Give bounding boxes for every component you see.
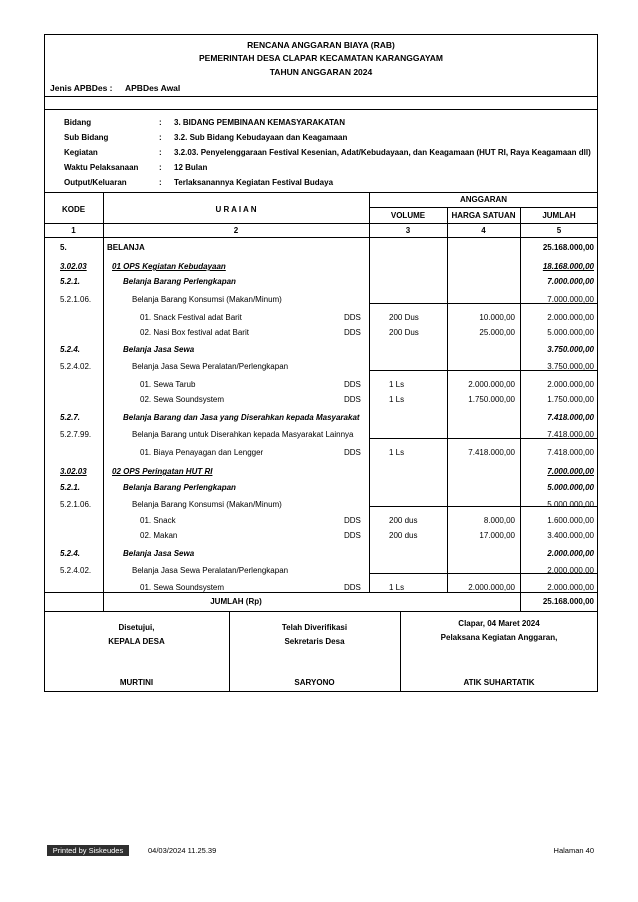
total-label: JUMLAH (Rp) (210, 597, 262, 606)
info-value: 12 Bulan (174, 163, 208, 172)
info-label: Kegiatan (64, 148, 98, 157)
row-uraian: 02 OPS Peringatan HUT RI (112, 467, 213, 476)
col-number: 1 (71, 226, 76, 235)
row-volume: 1 Ls (389, 395, 405, 404)
row-jumlah: 1.750.000,00 (547, 395, 594, 404)
row-uraian: Belanja Barang Konsumsi (Makan/Minum) (132, 500, 282, 509)
row-sumber-dana: DDS (344, 328, 361, 337)
col-number: 2 (233, 226, 239, 235)
jenis-apbdes-value: APBDes Awal (125, 83, 181, 93)
row-sumber-dana: DDS (344, 313, 361, 322)
sig-right-name: ATIK SUHARTATIK (463, 678, 535, 687)
row-harga-satuan: 1.750.000,00 (468, 395, 515, 404)
col-jumlah: JUMLAH (542, 211, 576, 220)
row-jumlah: 2.000.000,00 (547, 566, 594, 575)
info-label: Sub Bidang (64, 133, 109, 142)
table-top-border (44, 192, 598, 193)
sig-mid-line2: Sekretaris Desa (284, 637, 345, 646)
row-sumber-dana: DDS (344, 395, 361, 404)
row-sumber-dana: DDS (344, 516, 361, 525)
row-jumlah: 1.600.000,00 (547, 516, 594, 525)
row-volume: 200 dus (389, 531, 418, 540)
row-harga-satuan: 25.000,00 (479, 328, 515, 337)
row-kode: 5.2.1. (60, 277, 81, 286)
row-uraian: Belanja Jasa Sewa Peralatan/Perlengkapan (132, 566, 289, 575)
row-jumlah: 7.418.000,00 (547, 430, 594, 439)
info-value: Terlaksanannya Kegiatan Festival Budaya (174, 178, 334, 187)
row-kode: 5.2.7. (60, 413, 81, 422)
row-jumlah: 3.750.000,00 (547, 345, 594, 354)
row-kode: 5.2.1. (60, 483, 81, 492)
row-volume: 200 dus (389, 516, 418, 525)
row-uraian: Belanja Barang Perlengkapan (123, 483, 236, 492)
row-harga-satuan: 10.000,00 (479, 313, 515, 322)
row-jumlah: 18.168.000,00 (542, 262, 594, 271)
row-uraian: Belanja Barang dan Jasa yang Diserahkan kepada Masyarakat (123, 413, 360, 422)
total-value: 25.168.000,00 (542, 597, 594, 606)
row-uraian: Belanja Barang Konsumsi (Makan/Minum) (132, 295, 282, 304)
row-jumlah: 5.000.000,00 (547, 328, 594, 337)
row-jumlah: 2.000.000,00 (547, 549, 594, 558)
printed-by-badge: Printed by Siskeudes (47, 845, 129, 856)
row-harga-satuan: 2.000.000,00 (468, 583, 515, 592)
col-uraian: U R A I A N (215, 205, 257, 214)
col-kode: KODE (61, 205, 86, 214)
row-uraian: Belanja Jasa Sewa (123, 345, 195, 354)
row-volume: 200 Dus (389, 328, 419, 337)
col-anggaran: ANGGARAN (459, 195, 508, 204)
row-jumlah: 5.000.000,00 (547, 483, 594, 492)
row-kode: 3.02.03 (60, 467, 87, 476)
info-label: Bidang (64, 118, 92, 127)
total-bottom-border (44, 611, 598, 612)
row-uraian: Belanja Jasa Sewa (123, 549, 195, 558)
row-uraian: 01. Sewa Tarub (140, 380, 196, 389)
print-datetime: 04/03/2024 11.25.39 (148, 846, 217, 855)
info-value: 3.2. Sub Bidang Kebudayaan dan Keagamaan (174, 133, 348, 142)
row-jumlah: 2.000.000,00 (547, 313, 594, 322)
sig-left-name: MURTINI (119, 678, 154, 687)
divider (44, 109, 598, 110)
sig-mid-name: SARYONO (294, 678, 335, 687)
row-jumlah: 7.000.000,00 (547, 467, 594, 476)
row-jumlah: 7.000.000,00 (547, 277, 594, 286)
row-sumber-dana: DDS (344, 531, 361, 540)
row-jumlah: 7.000.000,00 (547, 295, 594, 304)
row-harga-satuan: 8.000,00 (483, 516, 515, 525)
number-row-border (44, 237, 598, 238)
doc-subtitle: PEMERINTAH DESA CLAPAR KECAMATAN KARANGGAYAM (199, 53, 443, 63)
row-uraian: 02. Makan (140, 531, 178, 540)
row-volume: 200 Dus (389, 313, 419, 322)
col-number: 5 (556, 226, 562, 235)
row-volume: 1 Ls (389, 380, 405, 389)
jenis-apbdes-label: Jenis APBDes : (50, 83, 113, 93)
row-volume: 1 Ls (389, 448, 405, 457)
doc-year: TAHUN ANGGARAN 2024 (269, 67, 373, 77)
row-jumlah: 7.418.000,00 (547, 413, 594, 422)
doc-title: RENCANA ANGGARAN BIAYA (RAB) (247, 40, 395, 50)
info-colon: : (159, 133, 162, 142)
row-harga-satuan: 7.418.000,00 (468, 448, 515, 457)
row-uraian: Belanja Barang untuk Diserahkan kepada Masyarakat Lainnya (132, 430, 354, 439)
row-uraian: 01 OPS Kegiatan Kebudayaan (112, 262, 226, 271)
row-uraian: 01. Sewa Soundsystem (140, 583, 225, 592)
row-jumlah: 2.000.000,00 (547, 380, 594, 389)
row-uraian: Belanja Jasa Sewa Peralatan/Perlengkapan (132, 362, 289, 371)
row-volume: 1 Ls (389, 583, 405, 592)
row-jumlah: 7.418.000,00 (547, 448, 594, 457)
info-label: Waktu Pelaksanaan (64, 163, 139, 172)
row-uraian: 02. Nasi Box festival adat Barit (140, 328, 249, 337)
row-uraian: 02. Sewa Soundsystem (140, 395, 225, 404)
row-jumlah: 3.750.000,00 (547, 362, 594, 371)
row-kode: 5.2.4. (60, 345, 81, 354)
col-harga-satuan: HARGA SATUAN (451, 211, 516, 220)
sig-right-line1: Clapar, 04 Maret 2024 (458, 619, 540, 628)
row-jumlah: 2.000.000,00 (547, 583, 594, 592)
row-kode: 5.2.4. (60, 549, 81, 558)
info-colon: : (159, 178, 162, 187)
row-kode: 3.02.03 (60, 262, 87, 271)
col-line (369, 192, 370, 592)
row-harga-satuan: 2.000.000,00 (468, 380, 515, 389)
row-kode: 5.2.1.06. (60, 295, 92, 304)
row-sumber-dana: DDS (344, 448, 361, 457)
header-bottom-border (44, 223, 598, 224)
info-colon: : (159, 148, 162, 157)
page-number: Halaman 40 (553, 846, 594, 855)
sig-left-line2: KEPALA DESA (108, 637, 165, 646)
info-colon: : (159, 163, 162, 172)
row-kode: 5. (60, 243, 67, 252)
row-uraian: 01. Snack Festival adat Barit (140, 313, 242, 322)
row-uraian: 01. Biaya Penayagan dan Lengger (140, 448, 264, 457)
row-sumber-dana: DDS (344, 583, 361, 592)
row-uraian: Belanja Barang Perlengkapan (123, 277, 236, 286)
row-kode: 5.2.4.02. (60, 362, 92, 371)
row-kode: 5.2.4.02. (60, 566, 92, 575)
row-sumber-dana: DDS (344, 380, 361, 389)
info-colon: : (159, 118, 162, 127)
row-uraian: BELANJA (107, 243, 145, 252)
row-harga-satuan: 17.000,00 (479, 531, 515, 540)
sig-mid-line1: Telah Diverifikasi (281, 623, 348, 632)
info-label: Output/Keluaran (64, 178, 127, 187)
col-number: 4 (481, 226, 486, 235)
sig-left-line1: Disetujui, (118, 623, 155, 632)
row-uraian: 01. Snack (140, 516, 176, 525)
col-volume: VOLUME (390, 211, 426, 220)
sig-right-line2: Pelaksana Kegiatan Anggaran, (440, 633, 558, 642)
info-value: 3. BIDANG PEMBINAAN KEMASYARAKATAN (174, 118, 345, 127)
row-kode: 5.2.7.99. (60, 430, 92, 439)
anggaran-divider (369, 207, 598, 208)
row-jumlah: 5.000.000,00 (547, 500, 594, 509)
info-value: 3.2.03. Penyelenggaraan Festival Kesenian, Adat/Kebudayaan, dan Keagamaan (HUT RI, Raya Keagamaan dll) (174, 148, 591, 157)
col-number: 3 (405, 226, 411, 235)
col-line (103, 192, 104, 611)
row-jumlah: 3.400.000,00 (547, 531, 594, 540)
row-jumlah: 25.168.000,00 (542, 243, 594, 252)
divider (44, 96, 598, 97)
row-kode: 5.2.1.06. (60, 500, 92, 509)
